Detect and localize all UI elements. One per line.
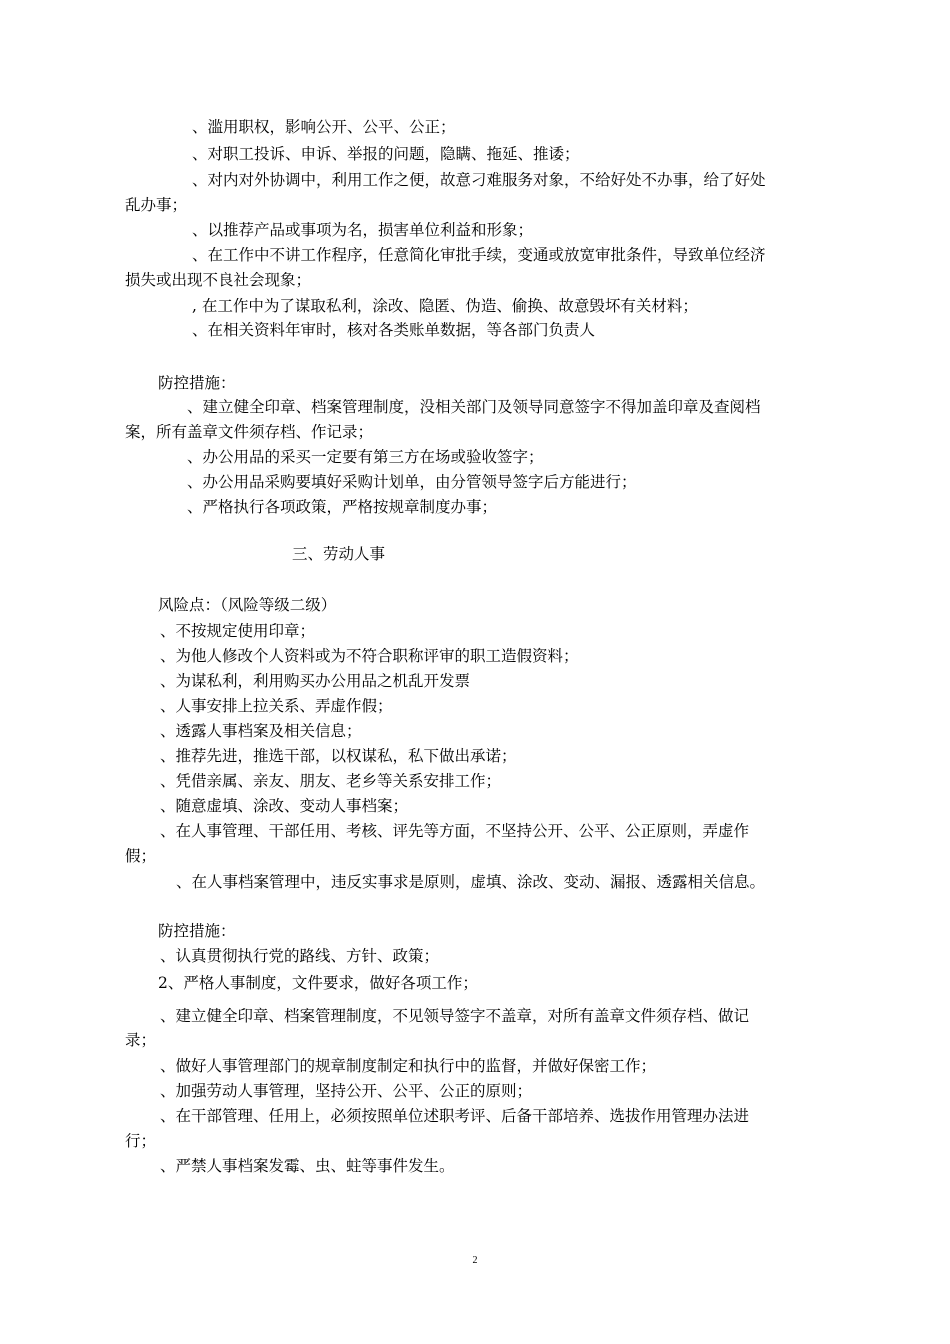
risk-heading: 风险点：（风险等级二级） <box>158 596 337 614</box>
measure-item: 、严格执行各项政策，严格按规章制度办事； <box>187 498 498 516</box>
measure-item: 、在干部管理、任用上，必须按照单位述职考评、后备干部培养、选拔作用管理办法进 <box>160 1107 750 1125</box>
risk-item: 、在人事档案管理中，违反实事求是原则，虚填、涂改、变动、漏报、透露相关信息。 <box>176 873 766 891</box>
measures-heading: 防控措施： <box>158 922 236 940</box>
risk-item: 、对内对外协调中，利用工作之便，故意刁难服务对象，不给好处不办事，给了好处 <box>192 171 766 189</box>
risk-item: 、在相关资料年审时，核对各类账单数据，等各部门负责人 <box>192 321 596 339</box>
risk-item: 、推荐先进，推选干部，以权谋私，私下做出承诺； <box>160 747 517 765</box>
risk-item: 、在工作中不讲工作程序，任意简化审批手续，变通或放宽审批条件，导致单位经济 <box>192 246 766 264</box>
risk-item: , 在工作中为了谋取私利，涂改、隐匿、伪造、偷换、故意毁坏有关材料； <box>192 297 698 315</box>
measure-item: 、建立健全印章、档案管理制度，没相关部门及领导同意签字不得加盖印章及查阅档 <box>187 398 761 416</box>
measure-item: 、建立健全印章、档案管理制度，不见领导签字不盖章，对所有盖章文件须存档、做记 <box>160 1007 750 1025</box>
measure-item-continuation: 案，所有盖章文件须存档、作记录； <box>125 423 374 441</box>
risk-item: 、凭借亲属、亲友、朋友、老乡等关系安排工作； <box>160 772 502 790</box>
risk-item: 、透露人事档案及相关信息； <box>160 722 362 740</box>
measure-item-continuation: 行； <box>125 1132 157 1150</box>
measure-item: 、办公用品的采买一定要有第三方在场或验收签字； <box>187 448 544 466</box>
measure-item: 2、严格人事制度，文件要求，做好各项工作； <box>158 974 478 992</box>
section-heading: 三、劳动人事 <box>292 545 386 563</box>
measure-item: 、做好人事管理部门的规章制度制定和执行中的监督，并做好保密工作； <box>160 1057 657 1075</box>
measure-item: 、严禁人事档案发霉、虫、蛀等事件发生。 <box>160 1157 455 1175</box>
measures-heading: 防控措施： <box>158 374 236 392</box>
risk-item-continuation: 乱办事； <box>125 196 188 214</box>
risk-item-continuation: 假； <box>125 847 157 865</box>
risk-item: 、不按规定使用印章； <box>160 622 316 640</box>
measure-item: 、认真贯彻执行党的路线、方针、政策； <box>160 947 440 965</box>
risk-item: 、在人事管理、干部任用、考核、评先等方面，不坚持公开、公平、公正原则，弄虚作 <box>160 822 750 840</box>
measure-item: 、加强劳动人事管理，坚持公开、公平、公正的原则； <box>160 1082 533 1100</box>
risk-item: 、对职工投诉、申诉、举报的问题，隐瞒、拖延、推诿； <box>192 145 580 163</box>
risk-item: 、人事安排上拉关系、弄虚作假； <box>160 697 393 715</box>
risk-item: 、为谋私利，利用购买办公用品之机乱开发票 <box>160 672 471 690</box>
risk-item: 、为他人修改个人资料或为不符合职称评审的职工造假资料； <box>160 647 579 665</box>
measure-item: 、办公用品采购要填好采购计划单，由分管领导签字后方能进行； <box>187 473 637 491</box>
risk-item-continuation: 损失或出现不良社会现象； <box>125 271 312 289</box>
risk-item: 、滥用职权，影响公开、公平、公正； <box>192 118 456 136</box>
risk-item: 、以推荐产品或事项为名，损害单位利益和形象； <box>192 221 534 239</box>
page-number: 2 <box>472 1255 478 1266</box>
risk-item: 、随意虚填、涂改、变动人事档案； <box>160 797 409 815</box>
measure-item-continuation: 录； <box>125 1031 157 1049</box>
